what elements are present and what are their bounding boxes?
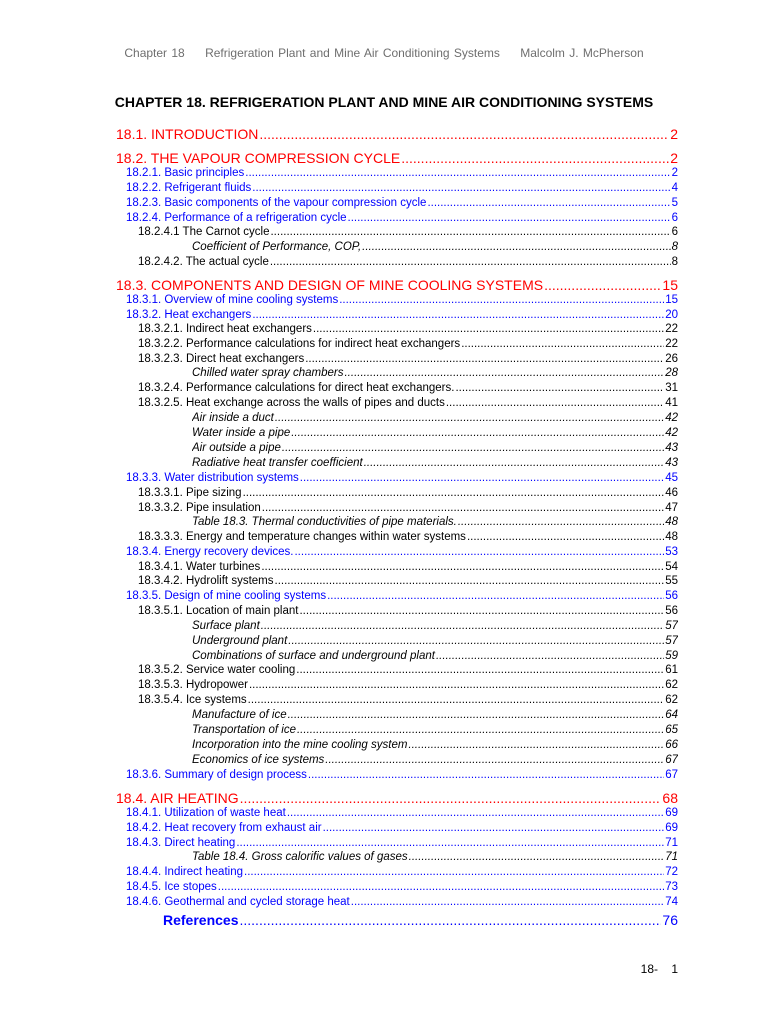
toc-entry-page: 43 [665, 457, 678, 469]
toc-entry[interactable] [138, 338, 678, 350]
chapter-title: CHAPTER 18. REFRIGERATION PLANT AND MINE AIR CONDITIONING SYSTEMS [114, 94, 654, 110]
toc-entry-title: 18.4.3. Direct heating [126, 837, 236, 849]
toc-entry-title: 18.3.5.4. Ice systems [138, 694, 247, 706]
toc-entry[interactable] [126, 472, 678, 484]
toc-entry-page: 8 [671, 256, 678, 268]
toc-entry[interactable] [138, 256, 678, 268]
toc-entry-page: 31 [665, 382, 678, 394]
toc-entry-page: 69 [665, 822, 678, 834]
toc-leader-dots [455, 382, 664, 394]
toc-entry-page: 68 [662, 790, 678, 806]
toc-entry-title: Air outside a pipe [192, 442, 281, 454]
toc-leader-dots [362, 241, 670, 253]
toc-entry[interactable] [138, 575, 678, 587]
toc-leader-dots [467, 531, 664, 543]
toc-leader-dots [446, 397, 664, 409]
toc-entry-title: Air inside a duct [192, 412, 274, 424]
toc-entry-title: 18.2.1. Basic principles [126, 167, 245, 179]
toc-entry-page: 42 [665, 412, 678, 424]
toc-entry[interactable] [192, 427, 678, 439]
toc-entry-title: 18.3.4.1. Water turbines [138, 561, 261, 573]
toc-leader-dots [427, 197, 670, 209]
toc-entry[interactable] [192, 650, 678, 662]
toc-entry[interactable] [192, 367, 678, 379]
toc-entry-title: Manufacture of ice [192, 709, 287, 721]
toc-entry-page: 57 [665, 635, 678, 647]
toc-entry-page: 54 [665, 561, 678, 573]
toc-entry-title: 18.3.3.3. Energy and temperature changes within water systems [138, 531, 466, 543]
toc-leader-dots [282, 442, 664, 454]
toc-entry-title: 18.3.2.1. Indirect heat exchangers [138, 323, 312, 335]
toc-entry-title: 18.2.2. Refrigerant fluids [126, 182, 252, 194]
toc-entry-page: 62 [665, 679, 678, 691]
toc-entry[interactable] [192, 635, 678, 647]
toc-entry[interactable] [192, 851, 678, 863]
toc-entry-page: 2 [670, 150, 678, 166]
toc-leader-dots [436, 650, 664, 662]
toc-leader-dots [259, 126, 669, 142]
toc-entry-title: 18.2.3. Basic components of the vapour compression cycle [126, 197, 427, 209]
toc-leader-dots [244, 866, 664, 878]
toc-entry-page: 42 [665, 427, 678, 439]
toc-leader-dots [327, 590, 664, 602]
toc-entry[interactable] [116, 790, 678, 806]
toc-entry-title: 18.3.2. Heat exchangers [126, 309, 252, 321]
toc-entry-page: 72 [665, 866, 678, 878]
toc-entry-title: Chilled water spray chambers [192, 367, 344, 379]
toc-entry-title: 18.2.4.1 The Carnot cycle [138, 226, 270, 238]
toc-entry[interactable] [116, 126, 678, 142]
toc-leader-dots [297, 724, 664, 736]
toc-entry-page: 56 [665, 590, 678, 602]
toc-entry-page: 67 [665, 754, 678, 766]
toc-entry-page: 41 [665, 397, 678, 409]
toc-entry[interactable] [126, 197, 678, 209]
toc-entry[interactable] [138, 531, 678, 543]
toc-entry-title: Coefficient of Performance, COP, [192, 241, 362, 253]
toc-leader-dots [348, 212, 671, 224]
toc-leader-dots [458, 516, 664, 528]
toc-entry[interactable] [126, 807, 678, 819]
toc-entry[interactable] [116, 277, 678, 293]
toc-entry[interactable] [192, 739, 678, 751]
toc-entry-title: Water inside a pipe [192, 427, 291, 439]
toc-entry-page: 59 [665, 650, 678, 662]
toc-entry[interactable] [138, 605, 678, 617]
toc-entry[interactable] [126, 182, 678, 194]
toc-leader-dots [261, 561, 664, 573]
toc-entry[interactable] [138, 397, 678, 409]
toc-entry-title: 18.4.4. Indirect heating [126, 866, 243, 878]
toc-entry[interactable] [126, 837, 678, 849]
toc-entry-page: 66 [665, 739, 678, 751]
toc-entry-page: 48 [665, 531, 678, 543]
toc-entry-title: 18.3.3.2. Pipe insulation [138, 502, 261, 514]
toc-leader-dots [300, 472, 664, 484]
toc-entry-page: 57 [665, 620, 678, 632]
toc-entry[interactable] [192, 412, 678, 424]
toc-entry-page: 6 [671, 226, 678, 238]
toc-leader-dots [339, 294, 664, 306]
toc-entry-page: 64 [665, 709, 678, 721]
toc-entry-title: Table 18.4. Gross calorific values of gases [192, 851, 408, 863]
toc-entry-title: 18.2. THE VAPOUR COMPRESSION CYCLE [116, 150, 401, 166]
toc-leader-dots [243, 487, 665, 499]
page-number: 18- 1 [640, 962, 678, 976]
toc-entry-page: 48 [665, 516, 678, 528]
toc-entry[interactable] [138, 502, 678, 514]
toc-entry[interactable] [192, 754, 678, 766]
toc-entry[interactable] [126, 167, 678, 179]
toc-leader-dots [364, 457, 665, 469]
toc-entry-title: 18.3.5.1. Location of main plant [138, 605, 299, 617]
toc-entry[interactable] [126, 866, 678, 878]
toc-entry[interactable] [192, 457, 678, 469]
toc-leader-dots [308, 769, 664, 781]
toc-entry[interactable] [163, 912, 678, 928]
toc-entry[interactable] [138, 353, 678, 365]
toc-entry[interactable] [138, 382, 678, 394]
toc-entry-title: 18.3. COMPONENTS AND DESIGN OF MINE COOLING SYSTEMS [116, 277, 544, 293]
toc-entry-title: Underground plant [192, 635, 288, 647]
toc-entry[interactable] [126, 769, 678, 781]
toc-leader-dots [401, 150, 669, 166]
toc-entry-page: 26 [665, 353, 678, 365]
toc-entry[interactable] [126, 309, 678, 321]
toc-leader-dots [262, 502, 664, 514]
toc-entry[interactable] [138, 664, 678, 676]
toc-leader-dots [294, 546, 664, 558]
toc-entry-title: 18.3.2.2. Performance calculations for indirect heat exchangers [138, 338, 461, 350]
toc-entry-page: 56 [665, 605, 678, 617]
toc-entry-title: Combinations of surface and underground plant [192, 650, 435, 662]
toc-entry-title: 18.3.2.5. Heat exchange across the walls of pipes and ducts [138, 397, 445, 409]
toc-entry[interactable] [138, 561, 678, 573]
toc-entry-title: 18.3.2.3. Direct heat exchangers [138, 353, 305, 365]
toc-entry[interactable] [126, 881, 678, 893]
toc-leader-dots [291, 427, 664, 439]
toc-leader-dots [252, 309, 664, 321]
toc-entry-page: 67 [665, 769, 678, 781]
toc-leader-dots [252, 182, 670, 194]
toc-entry[interactable] [126, 896, 678, 908]
toc-leader-dots [305, 353, 664, 365]
toc-entry-page: 2 [670, 126, 678, 142]
header-subject: Refrigeration Plant and Mine Air Conditioning Systems [205, 46, 500, 60]
toc-entry-title: 18.4. AIR HEATING [116, 790, 239, 806]
toc-entry[interactable] [126, 294, 678, 306]
toc-entry[interactable] [138, 694, 678, 706]
toc-entry[interactable] [138, 487, 678, 499]
toc-entry-title: Radiative heat transfer coefficient [192, 457, 363, 469]
toc-entry-page: 46 [665, 487, 678, 499]
toc-leader-dots [296, 664, 664, 676]
toc-entry-page: 2 [671, 167, 678, 179]
toc-entry[interactable] [126, 212, 678, 224]
toc-entry-title: 18.4.6. Geothermal and cycled storage heat [126, 896, 350, 908]
toc-entry[interactable] [116, 150, 678, 166]
toc-entry-title: Economics of ice systems [192, 754, 325, 766]
toc-entry-page: 6 [671, 212, 678, 224]
toc-entry-title: 18.2.4. Performance of a refrigeration cycle [126, 212, 347, 224]
toc-entry-page: 71 [665, 851, 678, 863]
toc-entry-page: 5 [671, 197, 678, 209]
toc-leader-dots [240, 912, 662, 928]
toc-entry-title: 18.3.5.3. Hydropower [138, 679, 248, 691]
toc-leader-dots [344, 367, 664, 379]
toc-entry-title: 18.3.6. Summary of design process [126, 769, 307, 781]
toc-leader-dots [270, 256, 671, 268]
toc-entry-page: 53 [665, 546, 678, 558]
toc-entry[interactable] [126, 590, 678, 602]
toc-leader-dots [313, 323, 664, 335]
toc-entry-title: 18.4.1. Utilization of waste heat [126, 807, 286, 819]
toc-entry-page: 74 [665, 896, 678, 908]
toc-leader-dots [249, 679, 664, 691]
toc-entry[interactable] [192, 724, 678, 736]
toc-entry-page: 22 [665, 338, 678, 350]
toc-entry-title: References [163, 912, 239, 928]
toc-entry[interactable] [192, 516, 678, 528]
toc-entry-page: 15 [665, 294, 678, 306]
toc-entry-page: 62 [665, 694, 678, 706]
toc-entry-page: 61 [665, 664, 678, 676]
toc-leader-dots [270, 226, 670, 238]
toc-entry-title: 18.4.5. Ice stopes [126, 881, 217, 893]
toc-leader-dots [299, 605, 664, 617]
toc-leader-dots [288, 635, 664, 647]
toc-entry-page: 69 [665, 807, 678, 819]
toc-entry-page: 76 [662, 912, 678, 928]
toc-entry[interactable] [126, 546, 678, 558]
header-author: Malcolm J. McPherson [520, 46, 644, 60]
toc-leader-dots [275, 575, 665, 587]
toc-leader-dots [261, 620, 664, 632]
toc-entry[interactable] [138, 323, 678, 335]
toc-entry-title: 18.3.2.4. Performance calculations for direct heat exchangers. [138, 382, 455, 394]
toc-entry[interactable] [192, 620, 678, 632]
toc-entry-title: Incorporation into the mine cooling system [192, 739, 408, 751]
toc-entry-page: 15 [662, 277, 678, 293]
toc-entry-title: 18.3.5. Design of mine cooling systems [126, 590, 327, 602]
toc-entry[interactable] [192, 709, 678, 721]
toc-entry-page: 43 [665, 442, 678, 454]
toc-leader-dots [408, 739, 664, 751]
toc-entry-page: 28 [665, 367, 678, 379]
toc-entry[interactable] [192, 442, 678, 454]
toc-entry-page: 20 [665, 309, 678, 321]
toc-entry[interactable] [192, 241, 678, 253]
toc-entry-title: 18.3.5.2. Service water cooling [138, 664, 296, 676]
toc-entry-page: 73 [665, 881, 678, 893]
toc-leader-dots [461, 338, 664, 350]
toc-leader-dots [287, 807, 664, 819]
toc-entry-page: 71 [665, 837, 678, 849]
toc-entry-page: 22 [665, 323, 678, 335]
toc-entry-title: 18.3.1. Overview of mine cooling systems [126, 294, 339, 306]
toc-entry-page: 55 [665, 575, 678, 587]
toc-leader-dots [544, 277, 661, 293]
toc-leader-dots [245, 167, 670, 179]
toc-entry-title: 18.3.3.1. Pipe sizing [138, 487, 242, 499]
toc-entry-title: 18.3.4. Energy recovery devices. [126, 546, 294, 558]
toc-entry-title: 18.3.3. Water distribution systems [126, 472, 299, 484]
toc-entry-page: 47 [665, 502, 678, 514]
toc-entry-title: 18.1. INTRODUCTION [116, 126, 259, 142]
toc-leader-dots [248, 694, 665, 706]
toc-entry-page: 8 [671, 241, 678, 253]
toc-entry-title: 18.3.4.2. Hydrolift systems [138, 575, 274, 587]
toc-leader-dots [323, 822, 665, 834]
toc-leader-dots [409, 851, 665, 863]
toc-entry[interactable] [138, 226, 678, 238]
toc-entry-title: Transportation of ice [192, 724, 296, 736]
toc-entry-title: 18.4.2. Heat recovery from exhaust air [126, 822, 322, 834]
toc-leader-dots [218, 881, 664, 893]
toc-leader-dots [240, 790, 662, 806]
header-chapter: Chapter 18 [124, 46, 185, 60]
toc-leader-dots [288, 709, 665, 721]
toc-entry[interactable] [126, 822, 678, 834]
toc-leader-dots [236, 837, 664, 849]
toc-entry-title: Surface plant [192, 620, 260, 632]
toc-entry-page: 45 [665, 472, 678, 484]
toc-entry-title: Table 18.3. Thermal conductivities of pipe materials. [192, 516, 457, 528]
toc-leader-dots [325, 754, 664, 766]
toc-entry-page: 4 [671, 182, 678, 194]
toc-entry-page: 65 [665, 724, 678, 736]
toc-leader-dots [275, 412, 664, 424]
toc-leader-dots [351, 896, 664, 908]
toc-entry-title: 18.2.4.2. The actual cycle [138, 256, 269, 268]
toc-entry[interactable] [138, 679, 678, 691]
